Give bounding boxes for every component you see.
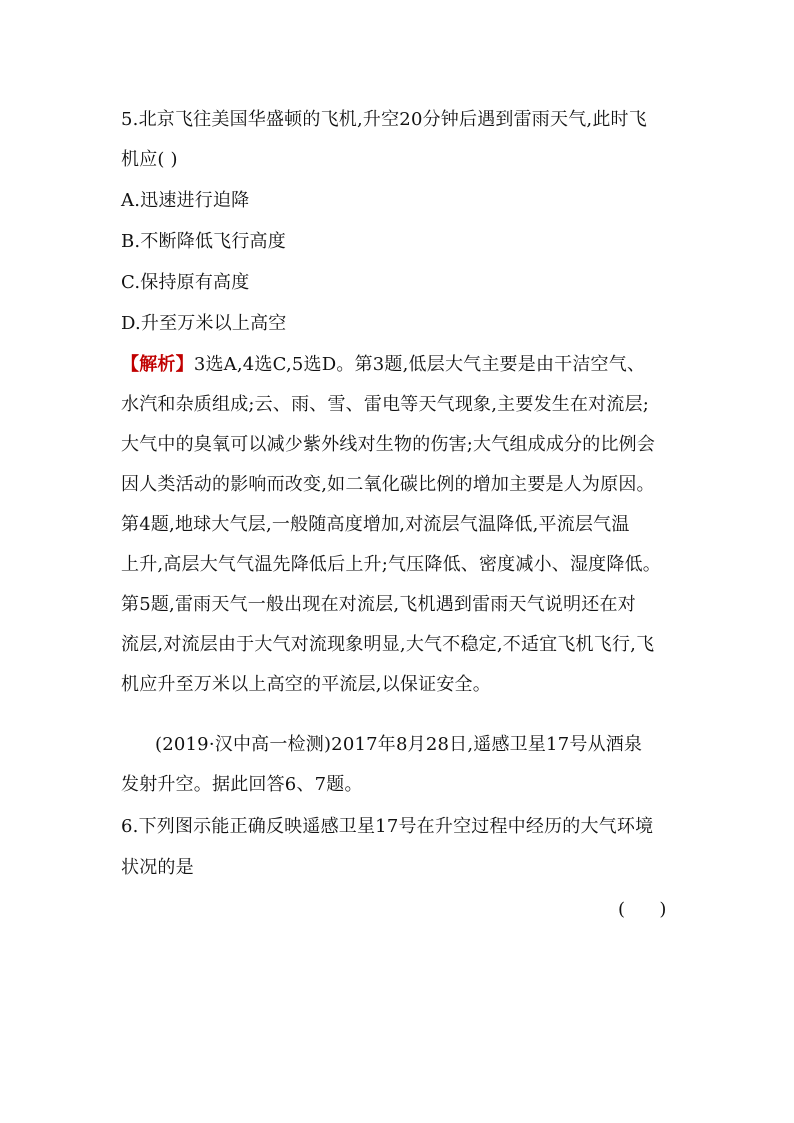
- analysis-line-6: 上升,高层大气气温先降低后上升;气压降低、密度减小、湿度降低。: [121, 554, 661, 575]
- analysis-line-7: 第5题,雷雨天气一般出现在对流层,飞机遇到雷雨天气说明还在对: [121, 594, 636, 615]
- analysis-line-2: 水汽和杂质组成;云、雨、雪、雷电等天气现象,主要发生在对流层;: [121, 394, 650, 415]
- q5-option-b: B.不断降低飞行高度: [121, 231, 286, 252]
- q6-answer-paren: ( ): [618, 899, 667, 920]
- q6-stem-line1: 6.下列图示能正确反映遥感卫星17号在升空过程中经历的大气环境: [121, 816, 654, 837]
- q5-stem-line1: 5.北京飞往美国华盛顿的飞机,升空20分钟后遇到雷雨天气,此时飞: [121, 109, 647, 130]
- q5-option-a: A.迅速进行迫降: [121, 190, 250, 211]
- analysis-text-1: 3选A,4选C,5选D。第3题,低层大气主要是由干洁空气、: [193, 354, 646, 375]
- q6-stem-line2: 状况的是: [121, 857, 194, 878]
- intro-line2: 发射升空。据此回答6、7题。: [121, 774, 363, 795]
- q5-option-d: D.升至万米以上高空: [121, 313, 287, 334]
- analysis-line-9: 机应升至万米以上高空的平流层,以保证安全。: [121, 674, 491, 695]
- analysis-line-5: 第4题,地球大气层,一般随高度增加,对流层气温降低,平流层气温: [121, 514, 630, 535]
- q5-option-c: C.保持原有高度: [121, 272, 250, 293]
- analysis-line-4: 因人类活动的影响而改变,如二氧化碳比例的增加主要是人为原因。: [121, 474, 655, 495]
- analysis-tag: 【解析】: [121, 354, 194, 375]
- analysis-line-1: [121, 353, 645, 377]
- q5-stem-line2: 机应( ): [121, 149, 178, 170]
- intro-line1: (2019·汉中高一检测)2017年8月28日,遥感卫星17号从酒泉: [155, 734, 643, 755]
- analysis-line-3: 大气中的臭氧可以减少紫外线对生物的伤害;大气组成成分的比例会: [121, 434, 656, 455]
- analysis-line-8: 流层,对流层由于大气对流现象明显,大气不稳定,不适宜飞机飞行,飞: [121, 634, 655, 655]
